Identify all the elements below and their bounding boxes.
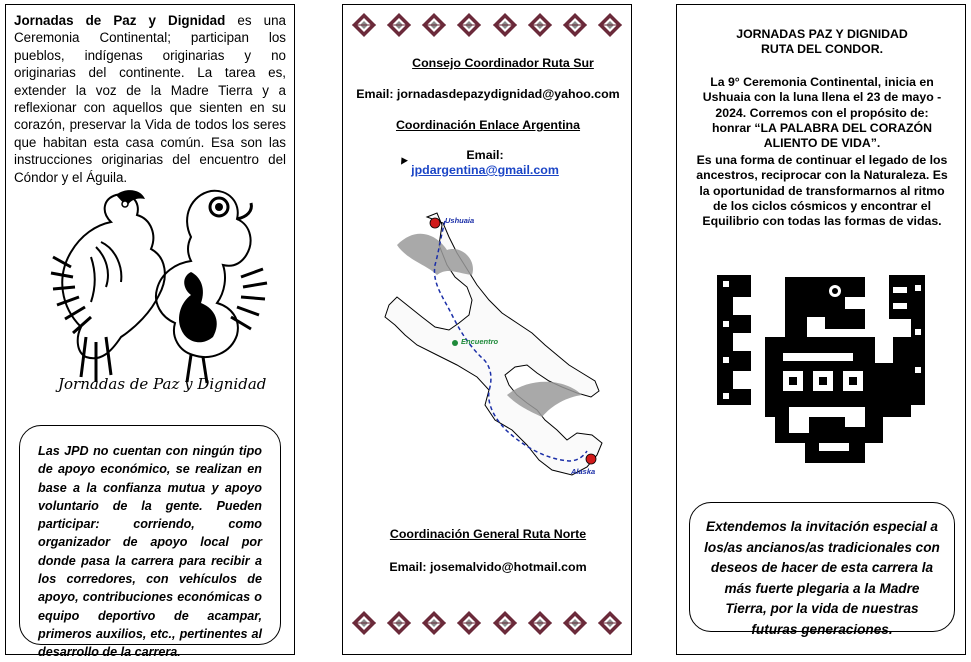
bottom-decorative-border [351, 610, 623, 636]
top-decorative-border [351, 12, 623, 38]
andean-diamond-icon [456, 12, 482, 38]
andean-diamond-icon [386, 12, 412, 38]
andean-diamond-icon [386, 610, 412, 636]
emblem-caption: Jornadas de Paz y Dignidad [58, 375, 267, 393]
encuentro-marker [452, 340, 458, 346]
andean-diamond-icon [351, 610, 377, 636]
title-line-2: RUTA DEL CONDOR. [760, 42, 884, 56]
legacy-paragraph: Es una forma de continuar el legado de los ancestros, reciprocar con la Naturaleza. Es la oportunidad de transformarnos al ritmo de los ciclos cósmicos y encontrar el Equilibrio con todas las formas de vidas. [696, 153, 948, 229]
brochure-title [677, 27, 967, 57]
right-panel [676, 4, 966, 655]
andean-diamond-icon [421, 12, 447, 38]
andean-diamond-icon [562, 610, 588, 636]
argentina-email-link[interactable]: jpdargentina@gmail.com [411, 163, 559, 177]
norte-heading: Coordinación General Ruta Norte [389, 527, 587, 541]
americas-route-map [377, 205, 607, 495]
left-panel [5, 4, 295, 660]
ceremony-paragraph: La 9° Ceremonia Continental, inicia en Ushuaia con la luna llena el 23 de mayo - 2024. Corremos con el propósito de: honrar “LA PALABRA DEL CORAZÓN ALIENTO DE VIDA”. [702, 75, 942, 151]
argentina-heading: Coordinación Enlace Argentina [395, 118, 581, 132]
sur-email[interactable]: Email: jornadasdepazydignidad@yahoo.com [356, 87, 620, 101]
andean-diamond-icon [527, 610, 553, 636]
andean-diamond-icon [492, 610, 518, 636]
invitation-text: Extendemos la invitación especial a los/as ancianos/as tradicionales con deseos de hacer de esta carrera la más fuerte plegaria a la Madre Tierra, por la vida de nuestras futuras generaciones. [704, 519, 940, 637]
ushuaia-marker [430, 218, 440, 228]
intro-bold: Jornadas de Paz y Dignidad [14, 13, 226, 28]
andean-diamond-icon [562, 12, 588, 38]
argentina-email-label: Email: [466, 148, 504, 162]
andean-diamond-icon [421, 610, 447, 636]
andean-diamond-icon [597, 610, 623, 636]
condor-eagle-emblem [41, 177, 271, 407]
alaska-marker [586, 454, 596, 464]
support-info-box [19, 425, 281, 660]
invitation-box [689, 502, 955, 637]
andean-diamond-icon [492, 12, 518, 38]
norte-email[interactable]: Email: josemalvido@hotmail.com [389, 560, 587, 574]
intro-paragraph [14, 12, 286, 186]
map-label-ushuaia: Ushuaia [445, 216, 475, 225]
map-label-alaska: Alaska [571, 467, 596, 476]
center-panel [342, 4, 632, 655]
sur-heading: Consejo Coordinador Ruta Sur [412, 56, 594, 70]
intro-text: es una Ceremonia Continental; participan los pueblos, indígenas originarias y no originarias del continente. La tarea es, extender la voz de la Madre Tierra y a reflexionar con aquellos que sienten en su corazón, preservar la Vida de todos los seres que habitan esta casa común. Esa son las instrucciones originarias del encuentro del Cóndor y el Águila. [14, 13, 286, 185]
andean-condor-glyph [715, 267, 927, 467]
title-line-1: JORNADAS PAZ Y DIGNIDAD [736, 27, 908, 41]
support-text: Las JPD no cuentan con ningún tipo de apoyo económico, se realizan en base a la confianza mutua y apoyo voluntario de la gente. Pueden participar: corriendo, como organizador de apoyo local por donde pasa la carrera para recibir a los corredores, con vehículos de apoyo, contribuciones económicas o equipo deportivo de acampar, primeros auxilios, etc., pertinentes al desarrollo de la carrera. [38, 444, 262, 660]
map-label-encuentro: Encuentro [461, 337, 499, 346]
andean-diamond-icon [351, 12, 377, 38]
andean-diamond-icon [597, 12, 623, 38]
andean-diamond-icon [527, 12, 553, 38]
andean-diamond-icon [456, 610, 482, 636]
